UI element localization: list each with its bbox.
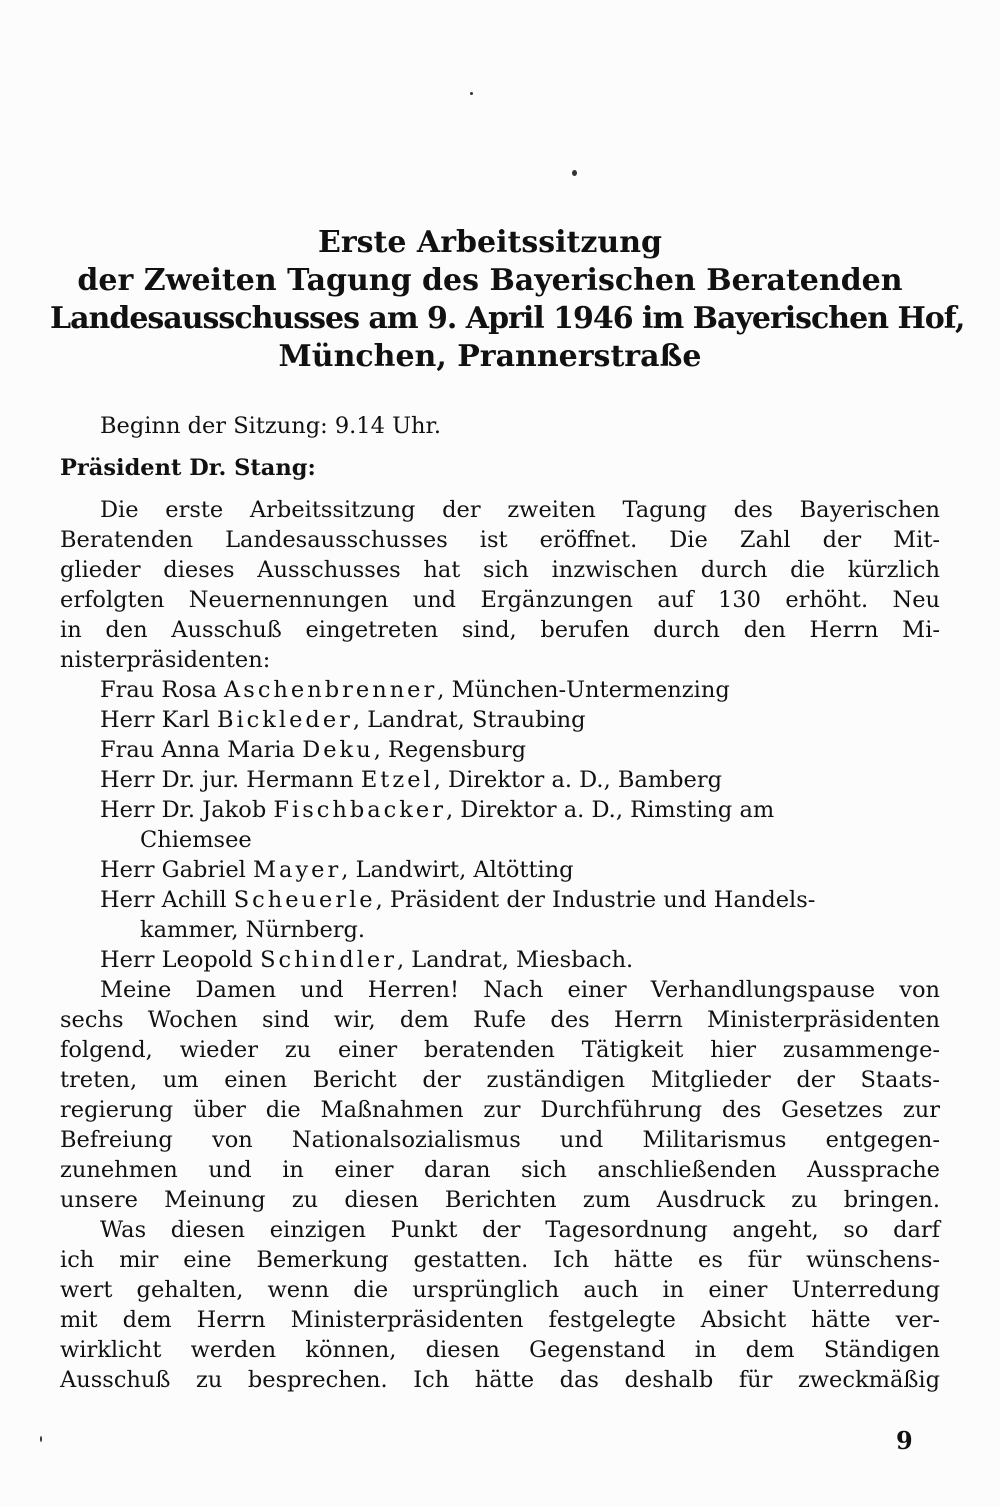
speaker-heading: Präsident Dr. Stang: xyxy=(60,455,316,481)
text-line: Was diesen einzigen Punkt der Tagesordnung angeht, so darf xyxy=(100,1217,940,1243)
member-entry: Herr Gabriel Mayer, Landwirt, Altötting xyxy=(100,857,574,883)
member-entry: Herr Dr. Jakob Fischbacker, Direktor a. D., Rimsting am xyxy=(100,797,775,823)
document-title xyxy=(50,224,965,376)
member-entry: Herr Achill Scheuerle, Präsident der Industrie und Handels- xyxy=(100,887,816,913)
title-line-2: der Zweiten Tagung des Bayerischen Beratenden xyxy=(77,263,903,298)
text-line: Ausschuß zu besprechen. Ich hätte das deshalb für zweckmäßig xyxy=(60,1367,940,1393)
title-line-3: Landesausschusses am 9. April 1946 im Bayerischen Hof, xyxy=(50,301,965,336)
text-line: nisterpräsidenten: xyxy=(60,647,271,673)
text-line: in den Ausschuß eingetreten sind, berufen durch den Herrn Mi- xyxy=(60,617,940,643)
text-line: zunehmen und in einer daran sich anschließenden Aussprache xyxy=(60,1157,940,1183)
text-line: sechs Wochen sind wir, dem Rufe des Herrn Ministerpräsidenten xyxy=(60,1007,940,1033)
member-surname: Fischbacker xyxy=(273,797,446,823)
scan-speck xyxy=(572,170,577,176)
body-text xyxy=(60,411,940,1395)
text-line: Meine Damen und Herren! Nach einer Verhandlungspause von xyxy=(100,977,940,1003)
text-line: Befreiung von Nationalsozialismus und Militarismus entgegen- xyxy=(60,1127,940,1153)
text-line: glieder dieses Ausschusses hat sich inzwischen durch die kürzlich xyxy=(60,557,940,583)
text-line: Die erste Arbeitssitzung der zweiten Tagung des Bayerischen xyxy=(100,497,940,523)
text-line: erfolgten Neuernennungen und Ergänzungen auf 130 erhöht. Neu xyxy=(60,587,940,613)
member-surname: Schindler xyxy=(260,947,397,973)
text-line: unsere Meinung zu diesen Berichten zum Ausdruck zu bringen. xyxy=(60,1187,940,1213)
text-line: folgend, wieder zu einer beratenden Tätigkeit hier zusammenge- xyxy=(60,1037,940,1063)
member-entry: Herr Leopold Schindler, Landrat, Miesbach. xyxy=(100,947,634,973)
text-line: Beratenden Landesausschusses ist eröffnet. Die Zahl der Mit- xyxy=(60,527,940,553)
page-number: 9 xyxy=(896,1426,913,1455)
text-line: mit dem Herrn Ministerpräsidenten festgelegte Absicht hätte ver- xyxy=(60,1307,940,1333)
member-surname: Aschenbrenner xyxy=(224,677,438,703)
text-line: wert gehalten, wenn die ursprünglich auch in einer Unterredung xyxy=(60,1277,940,1303)
member-entry: Herr Karl Bickleder, Landrat, Straubing xyxy=(100,707,586,733)
member-surname: Scheuerle xyxy=(233,887,376,913)
member-surname: Bickleder xyxy=(216,707,353,733)
session-start: Beginn der Sitzung: 9.14 Uhr. xyxy=(100,413,441,439)
member-entry: Frau Anna Maria Deku, Regensburg xyxy=(100,737,527,763)
paragraph xyxy=(60,1215,940,1395)
scan-speck xyxy=(40,1436,42,1442)
paragraph xyxy=(60,975,940,1215)
title-line-1: Erste Arbeitssitzung xyxy=(317,225,663,260)
member-list xyxy=(60,675,940,975)
text-line: wirklicht werden können, diesen Gegenstand in dem Ständigen xyxy=(60,1337,940,1363)
member-entry-continuation: Chiemsee xyxy=(140,827,252,853)
member-surname: Deku xyxy=(302,737,374,763)
text-line: treten, um einen Bericht der zuständigen Mitglieder der Staats- xyxy=(60,1067,940,1093)
member-surname: Mayer xyxy=(253,857,342,883)
title-line-4: München, Prannerstraße xyxy=(278,339,702,374)
text-line: ich mir eine Bemerkung gestatten. Ich hätte es für wünschens- xyxy=(60,1247,940,1273)
intro-paragraph xyxy=(60,495,940,675)
member-surname: Etzel xyxy=(360,767,434,793)
member-entry: Frau Rosa Aschenbrenner, München-Untermenzing xyxy=(100,677,730,703)
text-line: regierung über die Maßnahmen zur Durchführung des Gesetzes zur xyxy=(60,1097,940,1123)
member-entry: Herr Dr. jur. Hermann Etzel, Direktor a. D., Bamberg xyxy=(100,767,723,793)
member-entry-continuation: kammer, Nürnberg. xyxy=(140,917,366,943)
scan-speck xyxy=(470,92,473,95)
